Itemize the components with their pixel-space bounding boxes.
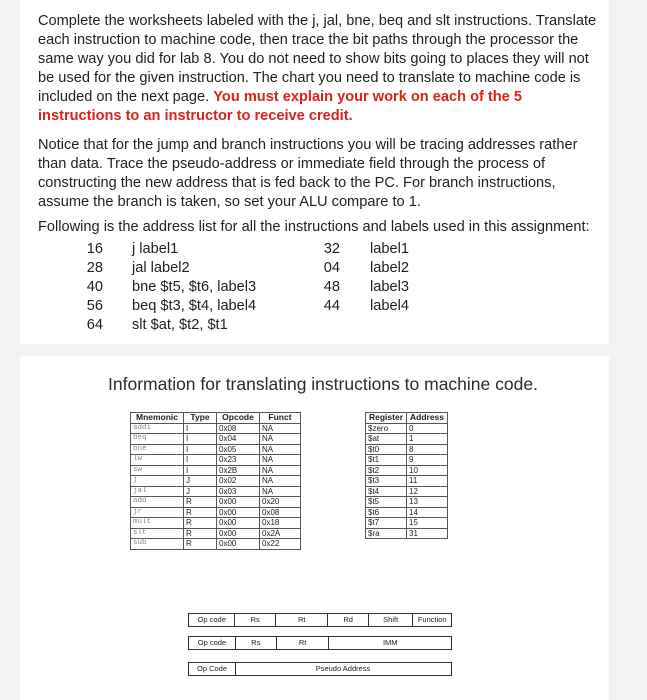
table-cell: J [184, 486, 217, 497]
table-cell: 0 [407, 423, 448, 434]
table-row [131, 455, 301, 466]
address-list-instr: bne $t5, $t6, label3 [132, 279, 257, 295]
table-cell: 0x22 [260, 539, 301, 550]
i-format-row [188, 636, 452, 650]
table-cell: $t0 [366, 444, 407, 455]
table-cell: $t2 [366, 465, 407, 476]
table-cell: 0x04 [217, 434, 260, 445]
table-header: Mnemonic [131, 413, 184, 424]
table-cell: 8 [407, 444, 448, 455]
table-cell: R [184, 518, 217, 529]
table-cell: 0x00 [217, 518, 260, 529]
table-cell: R [184, 507, 217, 518]
table-cell: $t6 [366, 507, 407, 518]
table-cell: R [184, 528, 217, 539]
info-title: Information for translating instructions to machine code. [108, 374, 538, 394]
table-header: Address [407, 413, 448, 424]
table-row [131, 539, 301, 550]
address-list-instr: j label1 [132, 241, 179, 257]
table-cell: $ra [366, 528, 407, 539]
table-header: Opcode [217, 413, 260, 424]
format-field: Op code [189, 614, 235, 626]
address-list-addr: 56 [86, 298, 103, 314]
table-row [366, 528, 448, 539]
table-cell: J [184, 476, 217, 487]
table-cell: NA [260, 455, 301, 466]
j-format-row [188, 662, 452, 676]
address-list-instr: jal label2 [132, 260, 190, 276]
format-field: Shift [369, 614, 414, 626]
table-cell: 11 [407, 476, 448, 487]
translation-info-card [20, 356, 609, 700]
table-cell: $t7 [366, 518, 407, 529]
table-row [131, 444, 301, 455]
table-row [366, 507, 448, 518]
table-cell: 0x2B [217, 465, 260, 476]
address-list-label: label1 [370, 241, 409, 257]
table-cell: mult [131, 518, 184, 529]
instructions-paragraph-3: Following is the address list for all the instructions and labels used in this assignment: [38, 219, 590, 235]
table-header: Funct [260, 413, 301, 424]
table-cell: 31 [407, 528, 448, 539]
table-cell: I [184, 455, 217, 466]
address-list-instr: slt $at, $t2, $t1 [132, 317, 228, 333]
table-cell: $zero [366, 423, 407, 434]
table-cell: 13 [407, 497, 448, 508]
table-cell: 9 [407, 455, 448, 466]
table-cell: R [184, 497, 217, 508]
address-list-laddr: 32 [323, 241, 340, 257]
table-cell: 0x18 [260, 518, 301, 529]
table-row [131, 497, 301, 508]
table-cell: 0x00 [217, 497, 260, 508]
credit-requirement: You must explain your work on each of the 5 instructions to an instructor to receive credit. [38, 89, 522, 124]
address-list-addr: 16 [86, 241, 103, 257]
table-cell: bne [131, 444, 184, 455]
table-cell: R [184, 539, 217, 550]
format-field: Rt [276, 614, 328, 626]
format-field: Op code [189, 637, 236, 649]
address-list-addr: 28 [86, 260, 103, 276]
table-cell: NA [260, 423, 301, 434]
format-field: Op Code [189, 663, 236, 675]
table-cell: 0x20 [260, 497, 301, 508]
address-list-label: label4 [370, 298, 409, 314]
table-cell: 0x00 [217, 507, 260, 518]
table-cell: NA [260, 444, 301, 455]
table-row [366, 444, 448, 455]
address-list-laddr: 04 [323, 260, 340, 276]
table-cell: jal [131, 486, 184, 497]
table-cell: $t5 [366, 497, 407, 508]
table-cell: slt [131, 528, 184, 539]
table-row [366, 434, 448, 445]
address-list-label: label2 [370, 260, 409, 276]
format-field: IMM [382, 638, 398, 647]
table-cell: $t4 [366, 486, 407, 497]
table-cell: addi [131, 423, 184, 434]
table-cell: 12 [407, 486, 448, 497]
instructions-paragraph-1: Complete the worksheets labeled with the j, jal, bne, beq and slt instructions. Translate each instruction to machine code, then trace the bit paths through the processor the same way you did for lab 8. You do not need to show bits going to places they will not be used for the given instruction. The chart you need to translate to machine code is included on the next page. You must explain your work on each of the 5 instructions to an instructor to receive credit. [38, 13, 597, 124]
table-cell: lw [131, 455, 184, 466]
r-format-row [188, 613, 452, 627]
table-row [131, 476, 301, 487]
table-row [366, 486, 448, 497]
table-cell: 0x08 [217, 423, 260, 434]
table-cell: 0x00 [217, 528, 260, 539]
table-row [131, 518, 301, 529]
table-cell: sub [131, 539, 184, 550]
table-cell: NA [260, 434, 301, 445]
instruction-table [130, 412, 301, 550]
table-cell: NA [260, 465, 301, 476]
table-row [131, 434, 301, 445]
table-cell: 15 [407, 518, 448, 529]
table-row [366, 497, 448, 508]
table-header: Register [366, 413, 407, 424]
format-field: Function [417, 615, 447, 624]
table-cell: 14 [407, 507, 448, 518]
table-cell: I [184, 465, 217, 476]
format-field: Rs [235, 614, 276, 626]
table-cell: 0x00 [217, 539, 260, 550]
address-list-instr: beq $t3, $t4, label4 [132, 298, 257, 314]
table-cell: $at [366, 434, 407, 445]
table-cell: I [184, 444, 217, 455]
table-cell: 0x08 [260, 507, 301, 518]
instructions-card [20, 0, 609, 344]
table-cell: $t3 [366, 476, 407, 487]
table-cell: 1 [407, 434, 448, 445]
address-list-laddr: 48 [323, 279, 340, 295]
register-table [365, 412, 448, 539]
table-cell: beq [131, 434, 184, 445]
table-cell: 0x23 [217, 455, 260, 466]
address-list-addr: 64 [86, 317, 103, 333]
table-cell: j [131, 476, 184, 487]
table-cell: sw [131, 465, 184, 476]
table-cell: jr [131, 507, 184, 518]
table-row [131, 486, 301, 497]
table-cell: I [184, 423, 217, 434]
table-cell: 10 [407, 465, 448, 476]
format-field: Pseudo Address [315, 664, 371, 673]
table-cell: NA [260, 486, 301, 497]
address-list-addr: 40 [86, 279, 103, 295]
table-row [366, 455, 448, 466]
table-row [366, 423, 448, 434]
format-field: Rd [328, 614, 369, 626]
table-cell: 0x2A [260, 528, 301, 539]
format-field: Rs [236, 637, 277, 649]
table-row [131, 507, 301, 518]
table-cell: $t1 [366, 455, 407, 466]
address-list-laddr: 44 [323, 298, 340, 314]
table-row [366, 518, 448, 529]
table-header: Type [184, 413, 217, 424]
table-row [131, 465, 301, 476]
table-cell: 0x02 [217, 476, 260, 487]
table-cell: I [184, 434, 217, 445]
table-cell: add [131, 497, 184, 508]
address-list-label: label3 [370, 279, 409, 295]
table-row [131, 528, 301, 539]
table-cell: 0x05 [217, 444, 260, 455]
format-field: Rt [277, 637, 330, 649]
table-row [131, 423, 301, 434]
table-cell: NA [260, 476, 301, 487]
table-cell: 0x03 [217, 486, 260, 497]
instructions-paragraph-2: Notice that for the jump and branch instructions you will be tracing addresses rather than data. Trace the pseudo-address or immediate field through the process of constructing the new address that is fed back to the PC. For branch instructions, assume the branch is taken, so set your ALU compare to 1. [38, 137, 578, 210]
table-row [366, 476, 448, 487]
table-row [366, 465, 448, 476]
